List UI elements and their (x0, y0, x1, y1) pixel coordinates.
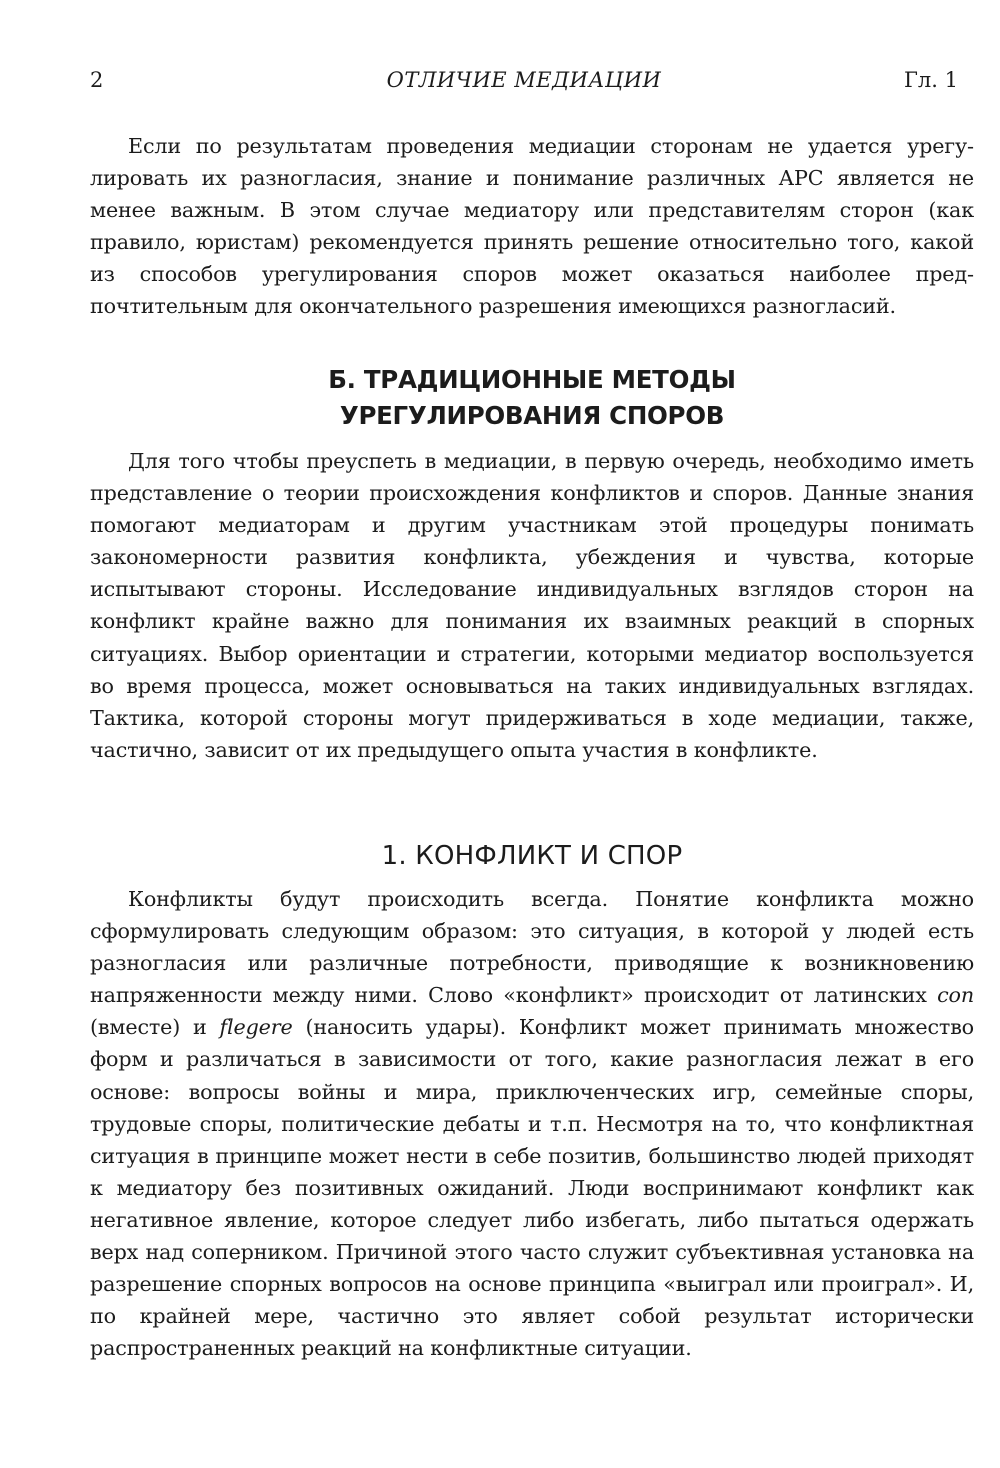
paragraph-adr-choice: Если по результатам проведения медиации сторонам не удается урегулировать их разногласия, знание и понимание различных АРС является не менее важным. В этом случае медиатору или представителям сторон (как правило, юристам) рекомендуется принять решение относительно того, какой из способов урегулирования споров может оказаться наиболее предпочтительным для окончательного разрешения имеющихся разногласий. (90, 134, 974, 319)
paragraph-conflict-theory: Для того чтобы преуспеть в медиации, в первую очередь, необходимо иметь представление о теории происхождения конфликтов и споров. Данные знания помогают медиаторам и другим участникам этой процедуры понимать закономерности развития конфликта, убеждения и чувства, которые испытывают стороны. Исследование индивидуальных взглядов сторон на конфликт крайне важно для понимания их взаимных реакций в спорных ситуациях. Выбор ориентации и стратегии, которыми медиатор воспользуется во время процесса, может основываться на таких индивидуальных взглядах. Тактика, которой стороны могут придерживаться в ходе медиации, также, частично, зависит от их предыдущего опыта участия в конфликте. (90, 449, 974, 762)
running-head (90, 68, 958, 104)
section-heading-line-1: Б. ТРАДИЦИОННЫЕ МЕТОДЫ (328, 365, 736, 394)
paragraph-text-part-1: Конфликты будут происходить всегда. Понятие конфликта можно сформулировать следующим образом: это ситуация, в которой у людей есть разногласия или различные потребности, приводящие к возникновению напряженности между ними. Слово «конфликт» происходит от латинских (90, 887, 974, 1008)
paragraph-text-part-2: (вместе) и (90, 1015, 220, 1040)
section-heading (90, 362, 974, 434)
paragraph-conflict-definition (90, 883, 974, 1364)
page-number: 2 (90, 68, 104, 92)
running-title: ОТЛИЧИЕ МЕДИАЦИИ (386, 68, 662, 92)
latin-term-con: con (937, 983, 974, 1008)
subsection-heading: 1. КОНФЛИКТ И СПОР (381, 841, 683, 871)
paragraph-text-part-3: (наносить удары). Конфликт может принимать множество форм и различаться в зависимости от того, какие разногласия лежат в его основе: вопросы войны и мира, приключенческих игр, семейные споры, трудовые споры, политические дебаты и т.п. Несмотря на то, что конфликтная ситуация в принципе может нести в себе позитив, большинство людей приходят к медиатору без позитивных ожиданий. Люди воспринимают конфликт как негативное явление, которое следует либо избегать, либо пытаться одержать верх над соперником. Причиной этого часто служит субъективная установка на разрешение спорных вопросов на основе принципа «выиграл или проиграл». И, по крайней мере, частично это являет собой результат исторически распространенных реакций на конфликтные ситуации. (90, 1015, 974, 1361)
chapter-reference: Гл. 1 (904, 68, 958, 92)
section-heading-line-2: УРЕГУЛИРОВАНИЯ СПОРОВ (339, 401, 725, 430)
latin-term-flegere: flegere (219, 1015, 293, 1040)
